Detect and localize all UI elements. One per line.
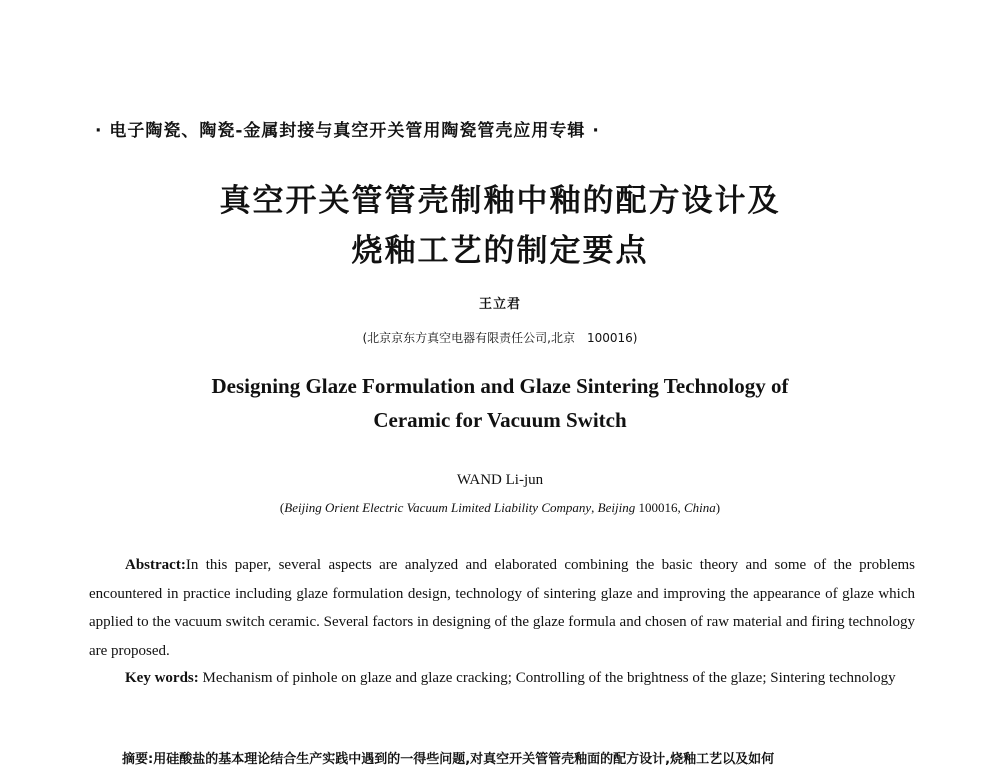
english-title-line-1: Designing Glaze Formulation and Glaze Sintering Technology of (211, 374, 789, 398)
english-keywords (89, 664, 915, 693)
chinese-title-line-2: 烧釉工艺的制定要点 (351, 233, 649, 269)
chinese-abstract-partial (122, 748, 774, 767)
affiliation-city: Beijing (597, 500, 636, 515)
chinese-title-line-1: 真空开关管管壳制釉中釉的配方设计及 (219, 183, 781, 219)
affiliation-separator: , (591, 500, 598, 515)
abstract-label: Abstract: (125, 557, 186, 573)
chinese-abstract-text: 用硅酸盐的基本理论结合生产实践中遇到的一得些问题,对真空开关管管壳釉面的配方设计,烧釉工艺以及如何 (153, 752, 775, 767)
affiliation-zip: 100016, (635, 500, 684, 515)
keywords-text: Mechanism of pinhole on glaze and glaze cracking; Controlling of the brightness of the glaze; Sintering technology (198, 670, 896, 686)
affiliation-open-paren: ( (279, 500, 285, 515)
affiliation-organization: Beijing Orient Electric Vacuum Limited Liability Company (284, 500, 592, 515)
series-heading: · 电子陶瓷、陶瓷-金属封接与真空开关管用陶瓷管壳应用专辑 · (95, 121, 600, 141)
english-affiliation (0, 500, 1000, 516)
affiliation-country: China (683, 500, 716, 515)
chinese-abstract-label: 摘要: (122, 752, 154, 767)
english-abstract (89, 551, 915, 665)
affiliation-close-paren: ) (715, 500, 721, 515)
chinese-affiliation: (北京京东方真空电器有限责任公司,北京 100016) (362, 331, 638, 345)
english-title-line-2: Ceramic for Vacuum Switch (373, 408, 627, 432)
english-author: WAND Li-jun (456, 472, 544, 488)
keywords-label: Key words: (125, 670, 199, 686)
abstract-text: In this paper, several aspects are analyzed and elaborated combining the basic theory and some of the problems encountered in practice including glaze formulation design, technology of sintering glaze and improving the appearance of glaze which applied to the vacuum switch ceramic. Several factors in designing of the glaze formula and chosen of raw material and firing technology are proposed. (89, 557, 915, 659)
chinese-author: 王立君 (478, 297, 521, 312)
